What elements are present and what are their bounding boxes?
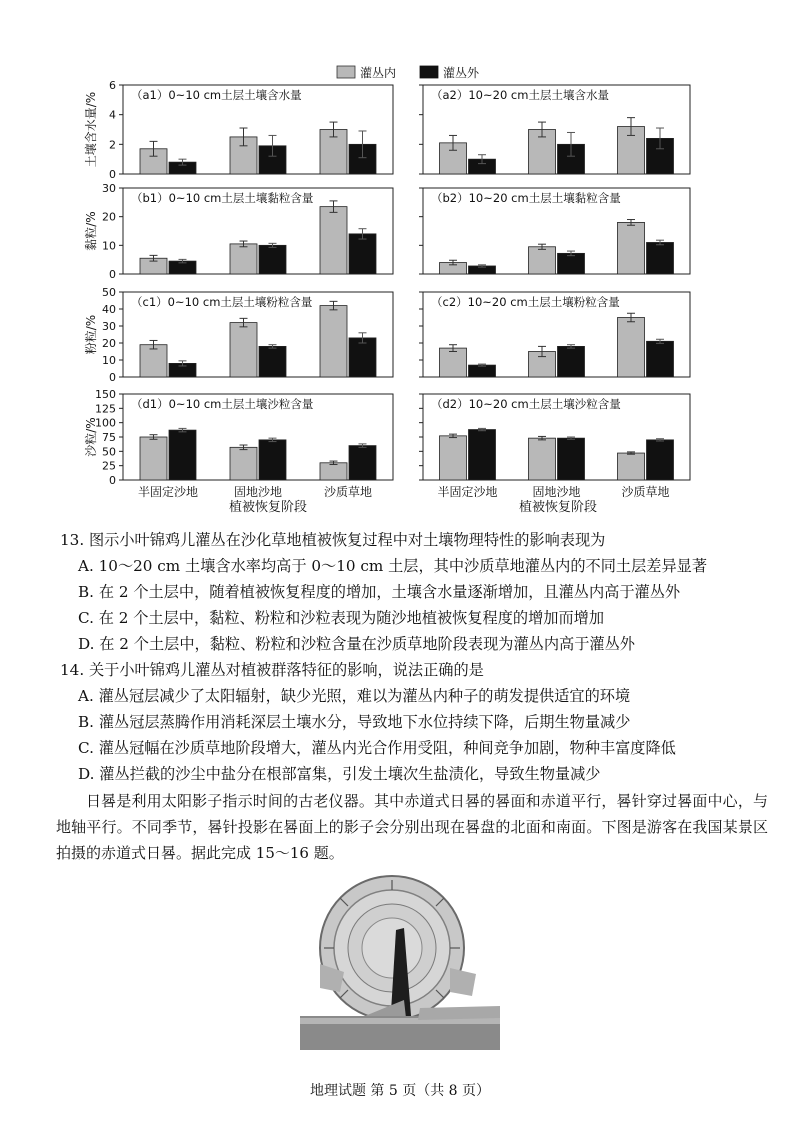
bar-inside — [140, 437, 167, 480]
y-tick-label: 10 — [102, 239, 116, 253]
y-tick-label: 2 — [109, 138, 116, 152]
bar-outside — [349, 234, 376, 274]
bar-inside — [230, 323, 257, 377]
bar-inside — [440, 436, 467, 480]
panel-title: （c1）0~10 cm土层土壤粉粒含量 — [131, 295, 313, 309]
bar-outside — [259, 245, 286, 274]
x-axis-title-right: 植被恢复阶段 — [518, 500, 598, 515]
bar-inside — [230, 244, 257, 274]
page-footer: 地理试题 第 5 页（共 8 页） — [309, 1083, 491, 1099]
y-tick-label: 125 — [95, 402, 116, 416]
bar-outside — [469, 430, 496, 480]
question-14-option-d: D. 灌丛拦截的沙尘中盐分在根部富集，引发土壤次生盐渍化，导致生物量减少 — [78, 765, 601, 783]
legend-swatch-outside — [420, 66, 438, 78]
y-tick-label: 20 — [102, 337, 116, 350]
panel-a2 — [419, 85, 690, 174]
panel-title: （c2）10~20 cm土层土壤粉粒含量 — [431, 295, 620, 309]
question-14-option-a: A. 灌丛冠层减少了太阳辐射，缺少光照，难以为灌丛内种子的萌发提供适宜的环境 — [78, 687, 631, 705]
y-axis-label: 沙粒/% — [84, 417, 98, 457]
question-13-option-a: A. 10～20 cm 土壤含水率均高于 0～10 cm 土层，其中沙质草地灌丛内的不同土层差异显著 — [78, 557, 708, 575]
bar-outside — [349, 446, 376, 480]
panel-title: （b2）10~20 cm土层土壤黏粒含量 — [431, 191, 621, 205]
panel-title: （d1）0~10 cm土层土壤沙粒含量 — [131, 397, 314, 411]
y-tick-label: 75 — [102, 431, 116, 444]
x-axis-title-left: 植被恢复阶段 — [228, 500, 308, 515]
bar-inside — [140, 345, 167, 377]
x-category-label: 半固定沙地 — [437, 485, 498, 499]
panel-title: （a2）10~20 cm土层土壤含水量 — [431, 88, 609, 102]
y-tick-label: 6 — [109, 79, 116, 92]
question-14-option-c: C. 灌丛冠幅在沙质草地阶段增大，灌丛内光合作用受阻，种间竞争加剧，物种丰富度降低 — [78, 739, 676, 757]
bar-outside — [647, 440, 674, 480]
question-13-stem: 13. 图示小叶锦鸡儿灌丛在沙化草地植被恢复过程中对土壤物理特性的影响表现为 — [60, 531, 606, 549]
y-axis-label: 土壤含水量/% — [84, 91, 98, 168]
bar-outside — [558, 253, 585, 274]
legend-label-outside: 灌丛外 — [443, 66, 480, 80]
x-category-label: 沙质草地 — [621, 485, 670, 499]
y-tick-label: 50 — [102, 445, 116, 459]
y-tick-label: 50 — [102, 286, 116, 299]
sundial-passage: 日晷是利用太阳影子指示时间的古老仪器。其中赤道式日晷的晷面和赤道平行，晷针穿过晷面中心，与地轴平行。不同季节，晷针投影在晷面上的影子会分别出现在晷盘的北面和南面。下图是游客在我国某景区拍摄的赤道式日晷。据此完成 15～16 题。 — [56, 792, 768, 862]
question-13-option-d: D. 在 2 个土层中，黏粒、粉粒和沙粒含量在沙质草地阶段表现为灌丛内高于灌丛外 — [78, 635, 635, 653]
y-tick-label: 30 — [102, 320, 116, 333]
y-tick-label: 0 — [109, 474, 116, 487]
panel-c1 — [83, 286, 393, 384]
question-14-stem: 14. 关于小叶锦鸡儿灌丛对植被群落特征的影响，说法正确的是 — [60, 661, 484, 679]
chart-figure — [0, 0, 800, 525]
y-tick-label: 150 — [95, 388, 116, 401]
bar-inside — [618, 318, 645, 378]
y-tick-label: 40 — [102, 303, 116, 316]
bar-inside — [529, 247, 556, 274]
y-tick-label: 0 — [109, 371, 116, 384]
question-14-option-b: B. 灌丛冠层蒸腾作用消耗深层土壤水分，导致地下水位持续下降，后期生物量减少 — [78, 713, 631, 731]
y-tick-label: 10 — [102, 354, 116, 367]
y-tick-label: 4 — [109, 108, 116, 122]
x-category-label: 沙质草地 — [323, 485, 373, 499]
sundial-photo — [300, 868, 500, 1050]
x-category-label: 固地沙地 — [233, 485, 283, 499]
legend-label-inside: 灌丛内 — [360, 66, 397, 80]
bar-inside — [529, 438, 556, 480]
panel-title: （d2）10~20 cm土层土壤沙粒含量 — [431, 397, 621, 411]
panel-d2 — [419, 394, 690, 499]
y-axis-label: 粉粒/% — [84, 314, 98, 355]
y-tick-label: 30 — [102, 182, 116, 195]
y-tick-label: 20 — [102, 210, 116, 224]
question-13-option-c: C. 在 2 个土层中，黏粒、粉粒和沙粒表现为随沙地植被恢复程度的增加而增加 — [78, 609, 605, 627]
bar-outside — [647, 341, 674, 377]
x-category-label: 半固定沙地 — [137, 485, 199, 499]
bar-inside — [440, 348, 467, 377]
bar-outside — [259, 440, 286, 480]
y-tick-label: 0 — [109, 168, 116, 181]
panel-c2 — [419, 292, 690, 377]
x-category-label: 固地沙地 — [532, 485, 581, 499]
y-tick-label: 100 — [95, 416, 116, 430]
bar-inside — [618, 453, 645, 480]
bar-inside — [618, 222, 645, 274]
bar-outside — [169, 430, 196, 480]
bar-outside — [259, 346, 286, 377]
panel-b1 — [83, 182, 393, 281]
bar-outside — [558, 438, 585, 480]
panel-title: （b1）0~10 cm土层土壤黏粒含量 — [131, 191, 314, 205]
bar-inside — [320, 463, 347, 480]
panel-title: （a1）0~10 cm土层土壤含水量 — [131, 88, 302, 102]
bar-inside — [320, 207, 347, 274]
bar-outside — [349, 338, 376, 377]
y-axis-label: 黏粒/% — [84, 211, 98, 251]
panel-a1 — [83, 79, 393, 181]
bar-inside — [320, 306, 347, 377]
chart-legend — [337, 65, 480, 80]
y-tick-label: 0 — [109, 268, 116, 281]
legend-swatch-inside — [337, 66, 355, 78]
bar-outside — [558, 346, 585, 377]
panel-b2 — [419, 188, 690, 274]
bar-inside — [230, 447, 257, 480]
question-13-option-b: B. 在 2 个土层中，随着植被恢复程度的增加，土壤含水量逐渐增加，且灌丛内高于灌丛外 — [78, 583, 681, 601]
chart-panels — [83, 79, 690, 499]
bar-outside — [469, 365, 496, 377]
panel-d1 — [83, 388, 393, 499]
y-tick-label: 25 — [102, 459, 116, 473]
bar-outside — [647, 242, 674, 274]
